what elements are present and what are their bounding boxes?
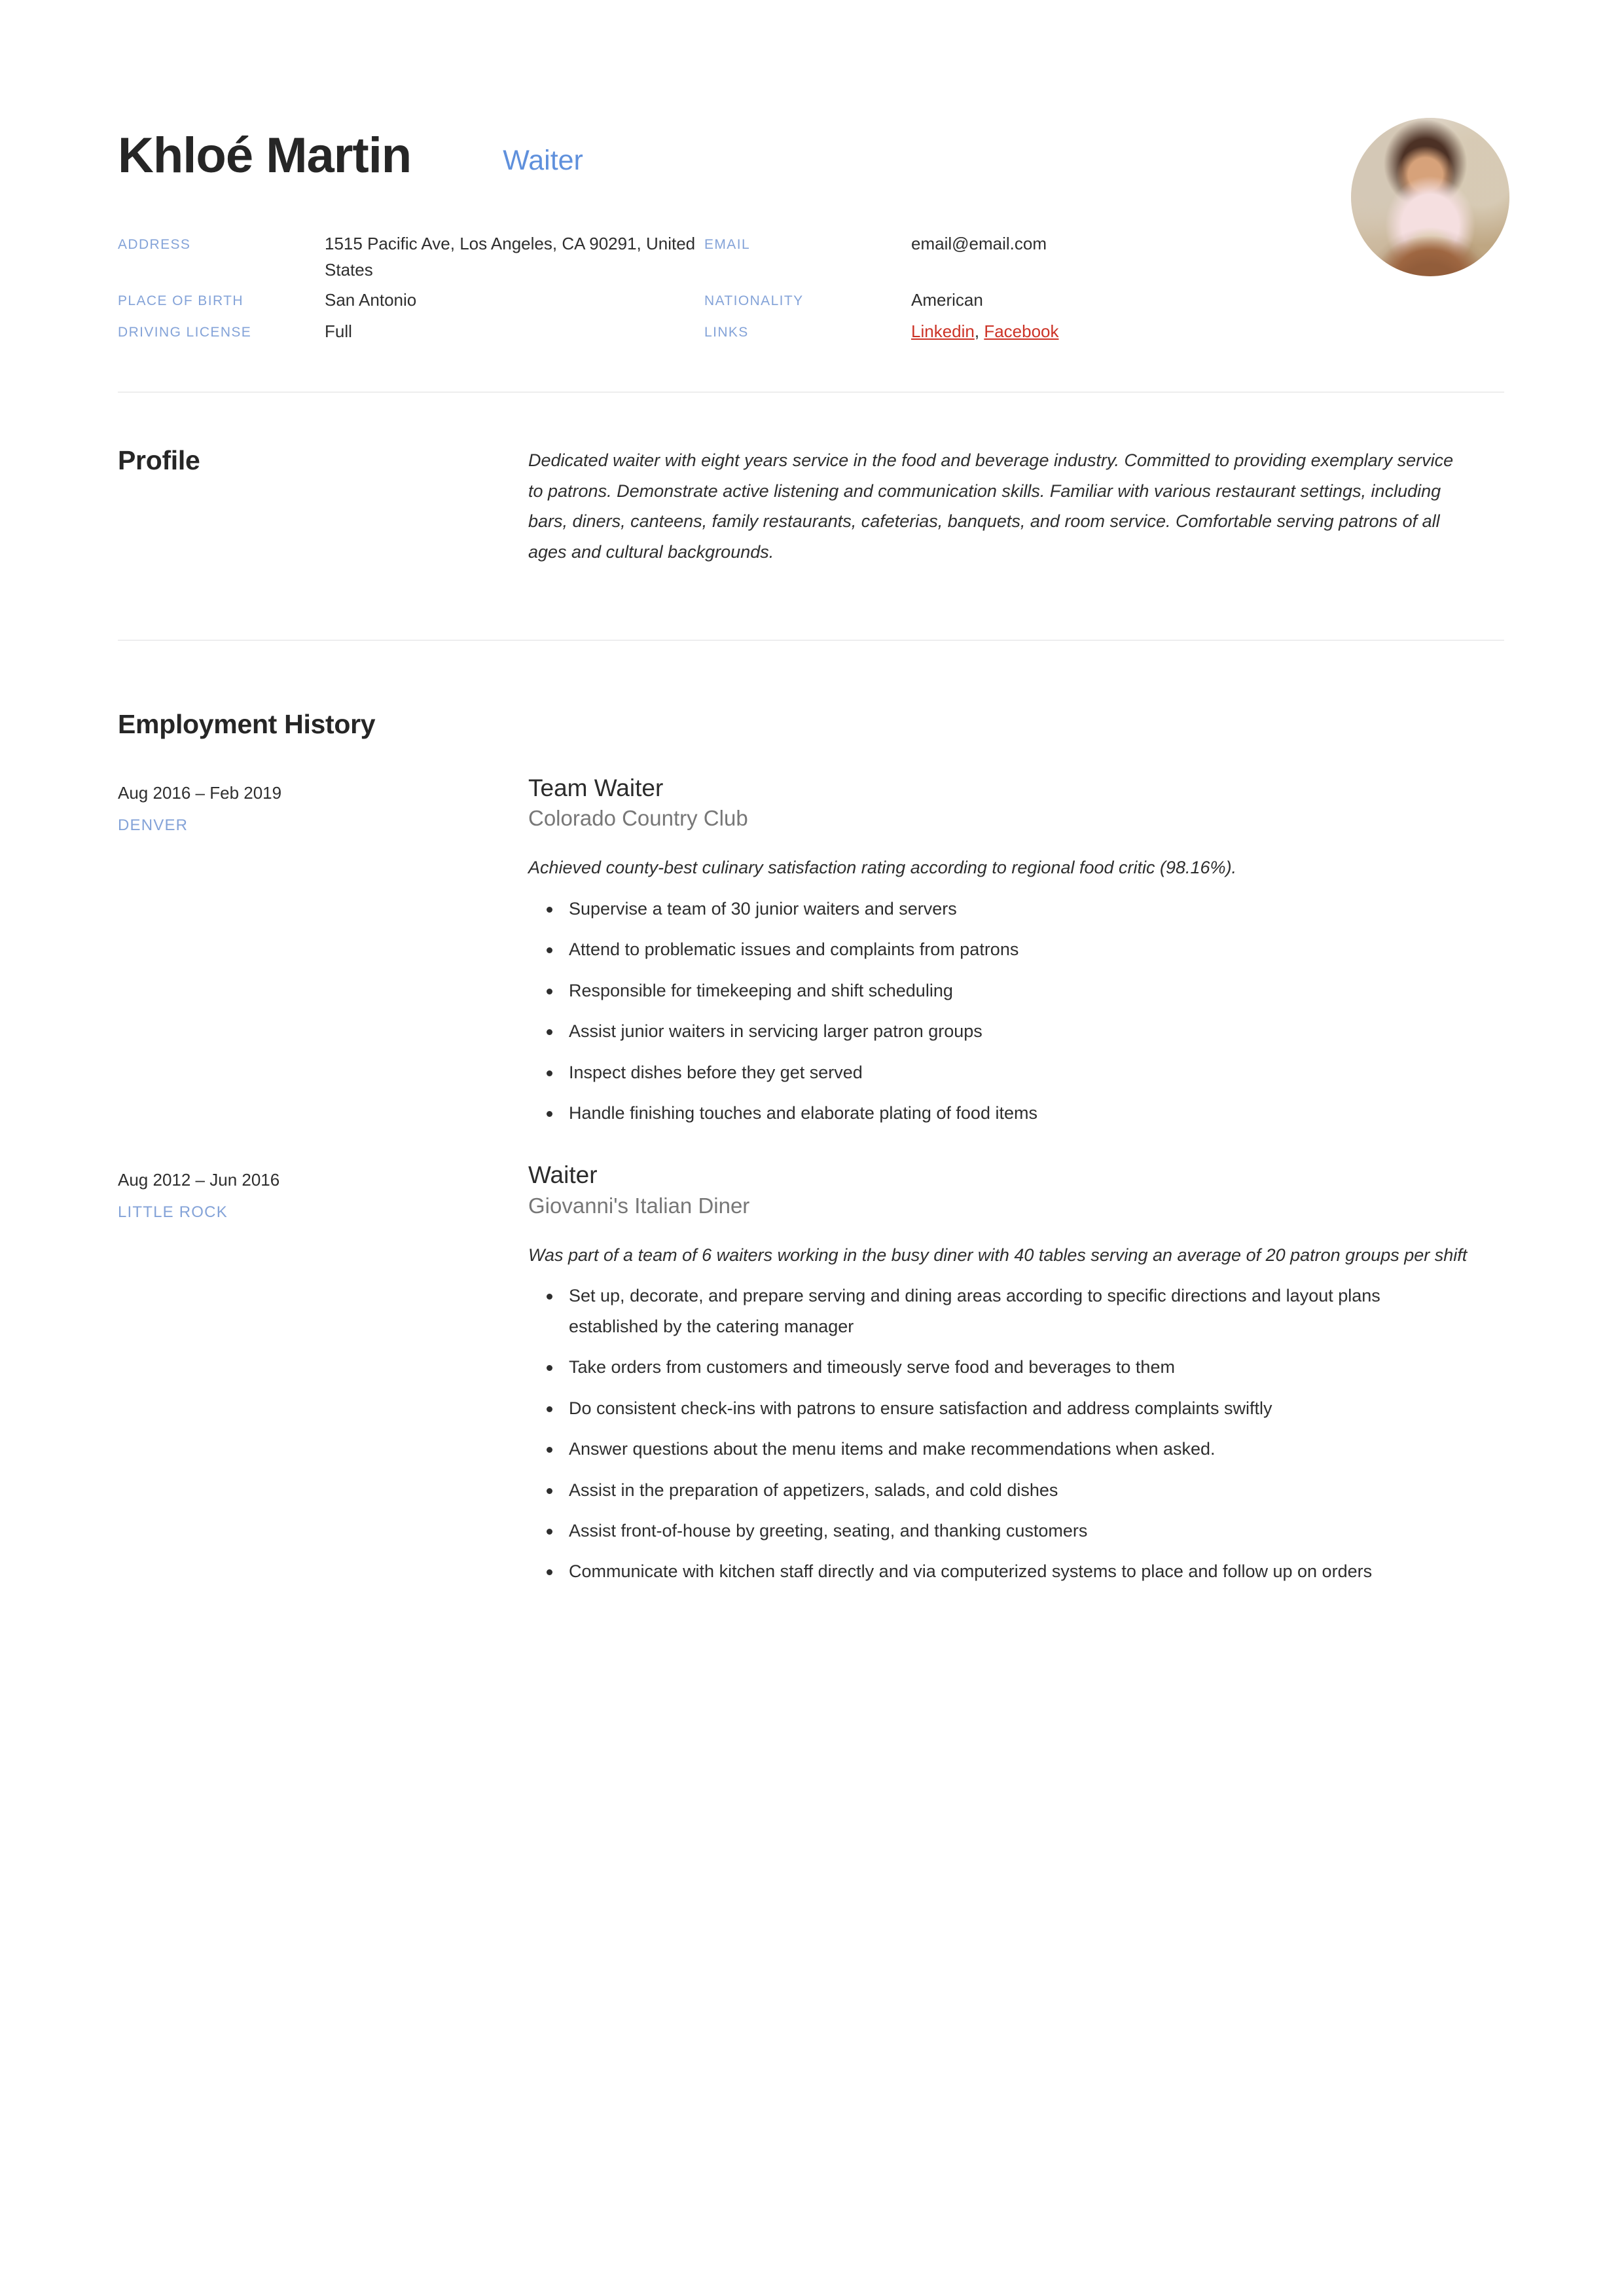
link-linkedin[interactable]: Linkedin <box>911 321 975 341</box>
list-item: Attend to problematic issues and complaints from patrons <box>528 934 1458 964</box>
contact-label-links: LINKS <box>704 325 749 340</box>
list-item: Inspect dishes before they get served <box>528 1057 1458 1087</box>
employment-entry-body <box>528 774 1504 1129</box>
contact-label-email: EMAIL <box>704 237 751 252</box>
employment-bullet-list <box>528 894 1485 1129</box>
employment-dates: Aug 2016 – Feb 2019 <box>118 782 282 803</box>
contact-value-nationality: American <box>911 290 983 310</box>
employment-company: Colorado Country Club <box>528 806 748 831</box>
profile-section-title: Profile <box>118 445 200 475</box>
resume-header <box>118 0 1504 216</box>
contact-value-links <box>911 314 1504 346</box>
employment-entry-meta <box>118 1161 528 1222</box>
divider-after-contact <box>118 392 1504 393</box>
employment-city: DENVER <box>118 816 189 834</box>
employment-section-title: Employment History <box>118 708 376 739</box>
list-item: Communicate with kitchen staff directly and via computerized systems to place and follow up on orders <box>528 1556 1458 1586</box>
list-item: Assist junior waiters in servicing larger patron groups <box>528 1016 1458 1046</box>
contact-label-driving-license: DRIVING LICENSE <box>118 325 252 340</box>
link-facebook[interactable]: Facebook <box>984 321 1059 341</box>
contact-value-email: email@email.com <box>911 234 1047 253</box>
links-separator: , <box>974 321 984 341</box>
divider-after-profile <box>118 640 1504 641</box>
portrait-photo-icon <box>1351 118 1509 276</box>
employment-entry <box>118 1161 1504 1586</box>
list-item: Set up, decorate, and prepare serving and dining areas according to specific directions and layout plans established by the catering manager <box>528 1281 1458 1341</box>
profile-text: Dedicated waiter with eight years service in the food and beverage industry. Committed to providing exemplary service to patrons. Demonstrate active listening and communication skills. Familiar with various restaurant settings, including bars, diners, canteens, family restaurants, cafeterias, banquets, and room service. Comfortable serving patrons of all ages and cultural backgrounds. <box>528 450 1454 562</box>
contact-label-nationality: NATIONALITY <box>704 293 804 308</box>
profile-body-column <box>528 445 1504 568</box>
employment-entry-meta <box>118 774 528 835</box>
list-item: Supervise a team of 30 junior waiters and servers <box>528 894 1458 924</box>
avatar <box>1351 118 1509 276</box>
employment-bullet-list <box>528 1281 1485 1587</box>
contact-value-address: 1515 Pacific Ave, Los Angeles, CA 90291, United States <box>325 234 696 280</box>
page-title: Khloé Martin <box>118 128 412 183</box>
contact-label-place-of-birth: PLACE OF BIRTH <box>118 293 243 308</box>
employment-entry <box>118 774 1504 1129</box>
header-job-title: Waiter <box>503 145 583 176</box>
contact-label-address: ADDRESS <box>118 237 191 252</box>
contact-details <box>118 227 1504 346</box>
list-item: Take orders from customers and timeously serve food and beverages to them <box>528 1352 1458 1382</box>
contact-value-driving-license: Full <box>325 321 352 341</box>
list-item: Assist in the preparation of appetizers, salads, and cold dishes <box>528 1475 1458 1505</box>
employment-city: LITTLE ROCK <box>118 1203 228 1222</box>
profile-section <box>118 445 1504 568</box>
name-row <box>118 128 1504 183</box>
employment-summary: Achieved county-best culinary satisfaction rating according to regional food critic (98.16%). <box>528 858 1237 878</box>
profile-heading-column <box>118 445 528 476</box>
contact-value-place-of-birth: San Antonio <box>325 290 417 310</box>
employment-company: Giovanni's Italian Diner <box>528 1194 750 1218</box>
employment-section-header <box>118 709 1504 740</box>
list-item: Assist front-of-house by greeting, seating, and thanking customers <box>528 1516 1458 1546</box>
list-item: Answer questions about the menu items and make recommendations when asked. <box>528 1434 1458 1464</box>
resume-content <box>118 0 1504 1587</box>
list-item: Handle finishing touches and elaborate plating of food items <box>528 1098 1458 1128</box>
list-item: Do consistent check-ins with patrons to ensure satisfaction and address complaints swiftly <box>528 1393 1458 1423</box>
employment-dates: Aug 2012 – Jun 2016 <box>118 1170 280 1190</box>
employment-summary: Was part of a team of 6 waiters working in the busy diner with 40 tables serving an average of 20 patron groups per shift <box>528 1245 1468 1265</box>
list-item: Responsible for timekeeping and shift scheduling <box>528 975 1458 1006</box>
employment-entry-body <box>528 1161 1504 1586</box>
employment-job-title: Team Waiter <box>528 774 664 801</box>
employment-job-title: Waiter <box>528 1161 598 1189</box>
